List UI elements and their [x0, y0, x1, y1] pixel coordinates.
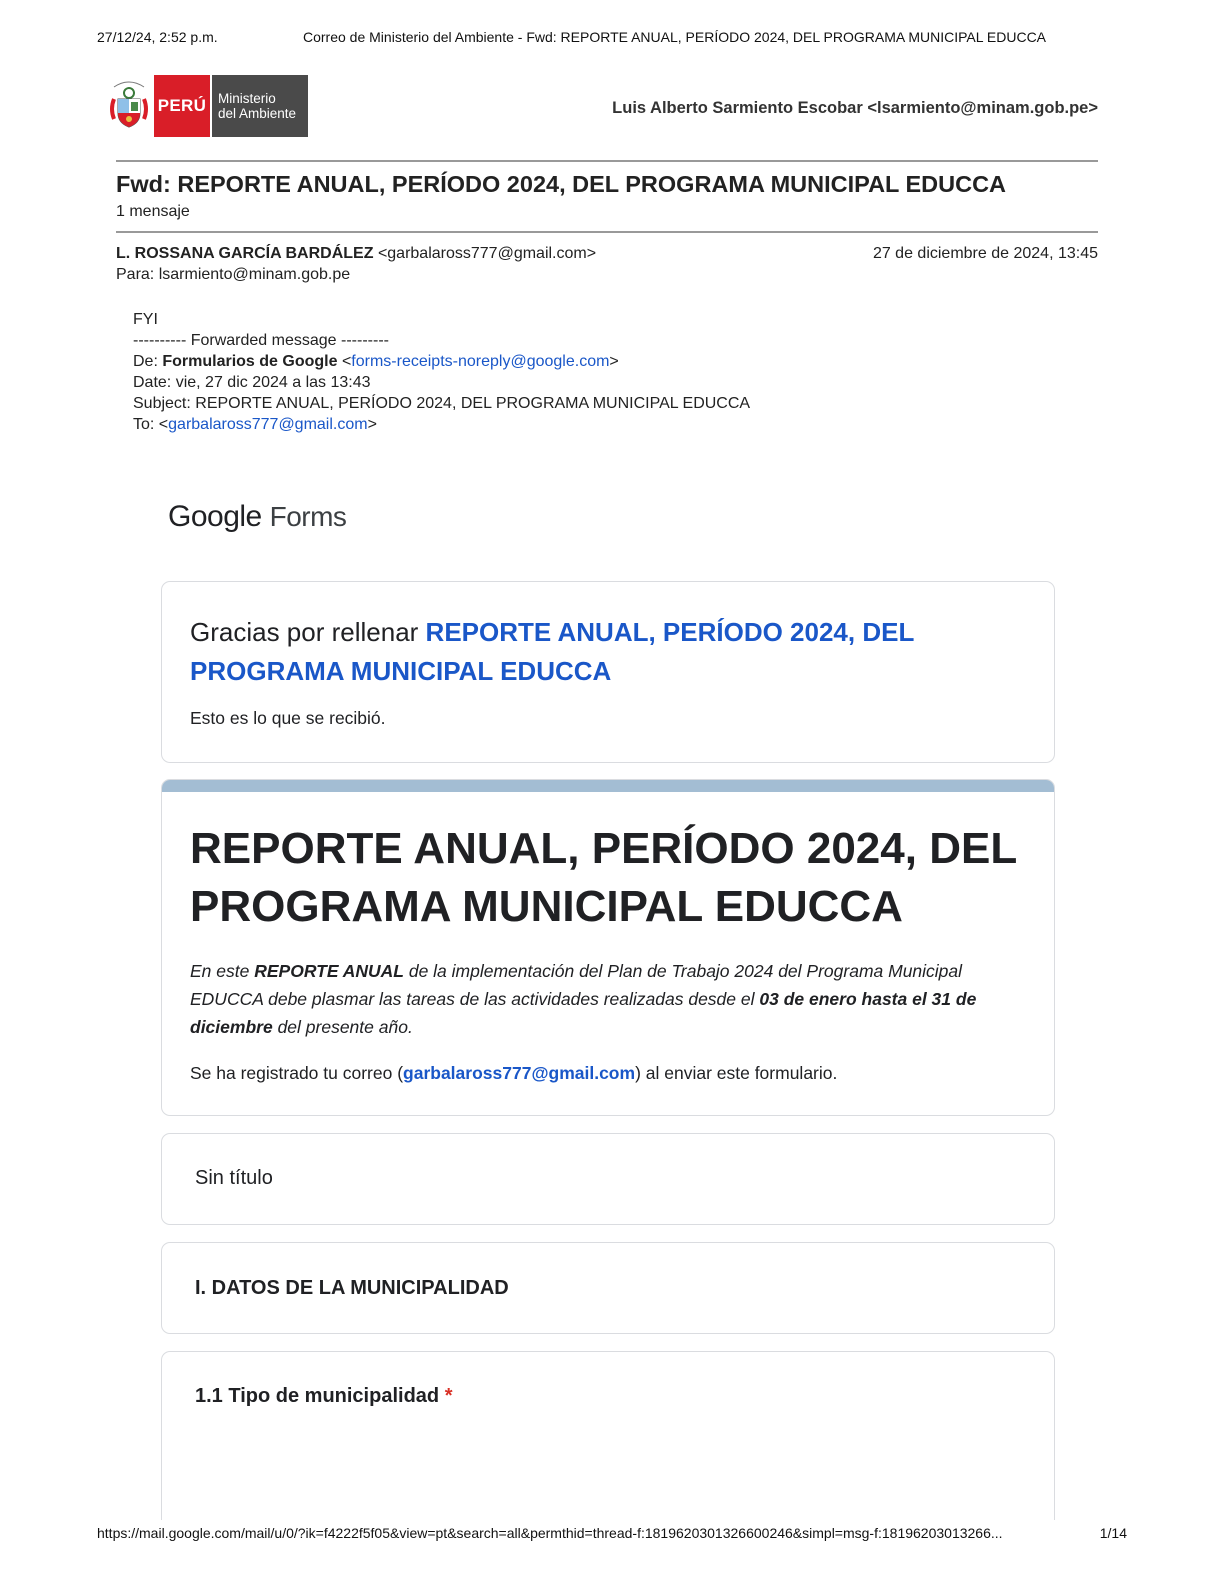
sender-name: L. ROSSANA GARCÍA BARDÁLEZ — [116, 245, 374, 262]
print-datetime: 27/12/24, 2:52 p.m. — [97, 29, 218, 45]
received-text: Esto es lo que se recibió. — [190, 708, 386, 728]
section-card — [161, 1133, 1055, 1225]
email-notice-address: garbalaross777@gmail.com — [403, 1063, 636, 1083]
required-asterisk: * — [444, 1385, 453, 1407]
fwd-to-email-link[interactable]: garbalaross777@gmail.com — [168, 416, 368, 433]
desc-text-3: del presente año. — [277, 1017, 413, 1037]
section-title: I. DATOS DE LA MUNICIPALIDAD — [195, 1277, 509, 1299]
message-count: 1 mensaje — [116, 203, 190, 220]
forward-separator: ---------- Forwarded message --------- — [133, 332, 389, 349]
forms-wordmark: Forms — [269, 501, 347, 532]
desc-text-1: En este — [190, 961, 250, 981]
thanks-prefix: Gracias por rellenar — [190, 617, 419, 647]
from-email-link[interactable]: forms-receipts-noreply@google.com — [351, 353, 610, 370]
google-wordmark: Google — [168, 500, 262, 533]
fwd-to-label: To: — [133, 416, 155, 433]
message-sender — [116, 245, 596, 263]
logo-ministry — [210, 75, 308, 137]
subject-value: REPORTE ANUAL, PERÍODO 2024, DEL PROGRAMA MUNICIPAL EDUCCA — [195, 395, 751, 412]
print-page-number: 1/14 — [1099, 1525, 1127, 1541]
desc-text-2: de la implementación del Plan de Trabajo 2024 del Programa Municipal EDUCCA debe plasmar las tareas de las actividades realizadas desde el — [190, 961, 963, 1009]
email-notice — [190, 1063, 837, 1084]
form-header-card — [161, 779, 1055, 1116]
from-label: De: — [133, 353, 158, 370]
date-value: vie, 27 dic 2024 a las 13:43 — [175, 374, 371, 391]
account-user: Luis Alberto Sarmiento Escobar <lsarmiento@minam.gob.pe> — [612, 99, 1098, 117]
thanks-card — [161, 581, 1055, 763]
fyi-text: FYI — [133, 311, 158, 328]
forward-date — [133, 372, 750, 393]
logo-ministry-line1: Ministerio — [218, 91, 276, 106]
logo-ministry-line2: del Ambiente — [218, 106, 297, 121]
date-label: Date: — [133, 374, 172, 391]
message-date: 27 de diciembre de 2024, 13:45 — [872, 245, 1098, 262]
thanks-title — [190, 613, 1010, 691]
print-url: https://mail.google.com/mail/u/0/?ik=f4222f5f05&view=pt&search=all&permthid=thread-f:1819620301326600246&simpl=msg-f:18196203013266... — [97, 1525, 1003, 1541]
section-card — [161, 1242, 1055, 1334]
forward-subject — [133, 393, 750, 414]
from-name: Formularios de Google — [162, 353, 338, 370]
google-forms-logo — [168, 500, 346, 534]
logo-country: PERÚ — [154, 75, 210, 137]
ministry-logo — [106, 75, 308, 137]
email-notice-suffix: ) al enviar este formulario. — [635, 1063, 838, 1083]
to-address: lsarmiento@minam.gob.pe — [158, 266, 351, 283]
to-label: Para: — [116, 266, 155, 283]
form-name-link[interactable]: REPORTE ANUAL, PERÍODO 2024, DEL PROGRAMA MUNICIPAL EDUCCA — [190, 617, 914, 686]
question-text: 1.1 Tipo de municipalidad — [195, 1385, 440, 1407]
forward-from: De: Formularios de Google <forms-receipts-noreply@google.com> — [133, 353, 619, 370]
header-color-band — [162, 780, 1054, 792]
form-description — [190, 957, 1040, 1041]
message-body — [133, 309, 750, 435]
thread-subject: Fwd: REPORTE ANUAL, PERÍODO 2024, DEL PROGRAMA MUNICIPAL EDUCCA — [116, 171, 1007, 197]
coat-of-arms-icon — [106, 75, 152, 137]
desc-bold-2: 03 de enero hasta el 31 de diciembre — [190, 989, 977, 1037]
section-title: Sin título — [195, 1167, 273, 1189]
email-notice-prefix: Se ha registrado tu correo ( — [190, 1063, 404, 1083]
print-page-title: Correo de Ministerio del Ambiente - Fwd: REPORTE ANUAL, PERÍODO 2024, DEL PROGRAMA MUNICIPAL EDUCCA — [303, 29, 1047, 45]
sender-email: <garbalaross777@gmail.com> — [377, 245, 597, 262]
question-label — [195, 1385, 452, 1408]
message-recipient — [116, 266, 350, 284]
subject-label: Subject: — [133, 395, 191, 412]
form-title: REPORTE ANUAL, PERÍODO 2024, DEL PROGRAMA MUNICIPAL EDUCCA — [190, 824, 1017, 931]
divider — [116, 231, 1098, 233]
forward-to: To: <garbalaross777@gmail.com> — [133, 416, 377, 433]
divider — [116, 160, 1098, 162]
desc-bold-1: REPORTE ANUAL — [254, 961, 404, 981]
